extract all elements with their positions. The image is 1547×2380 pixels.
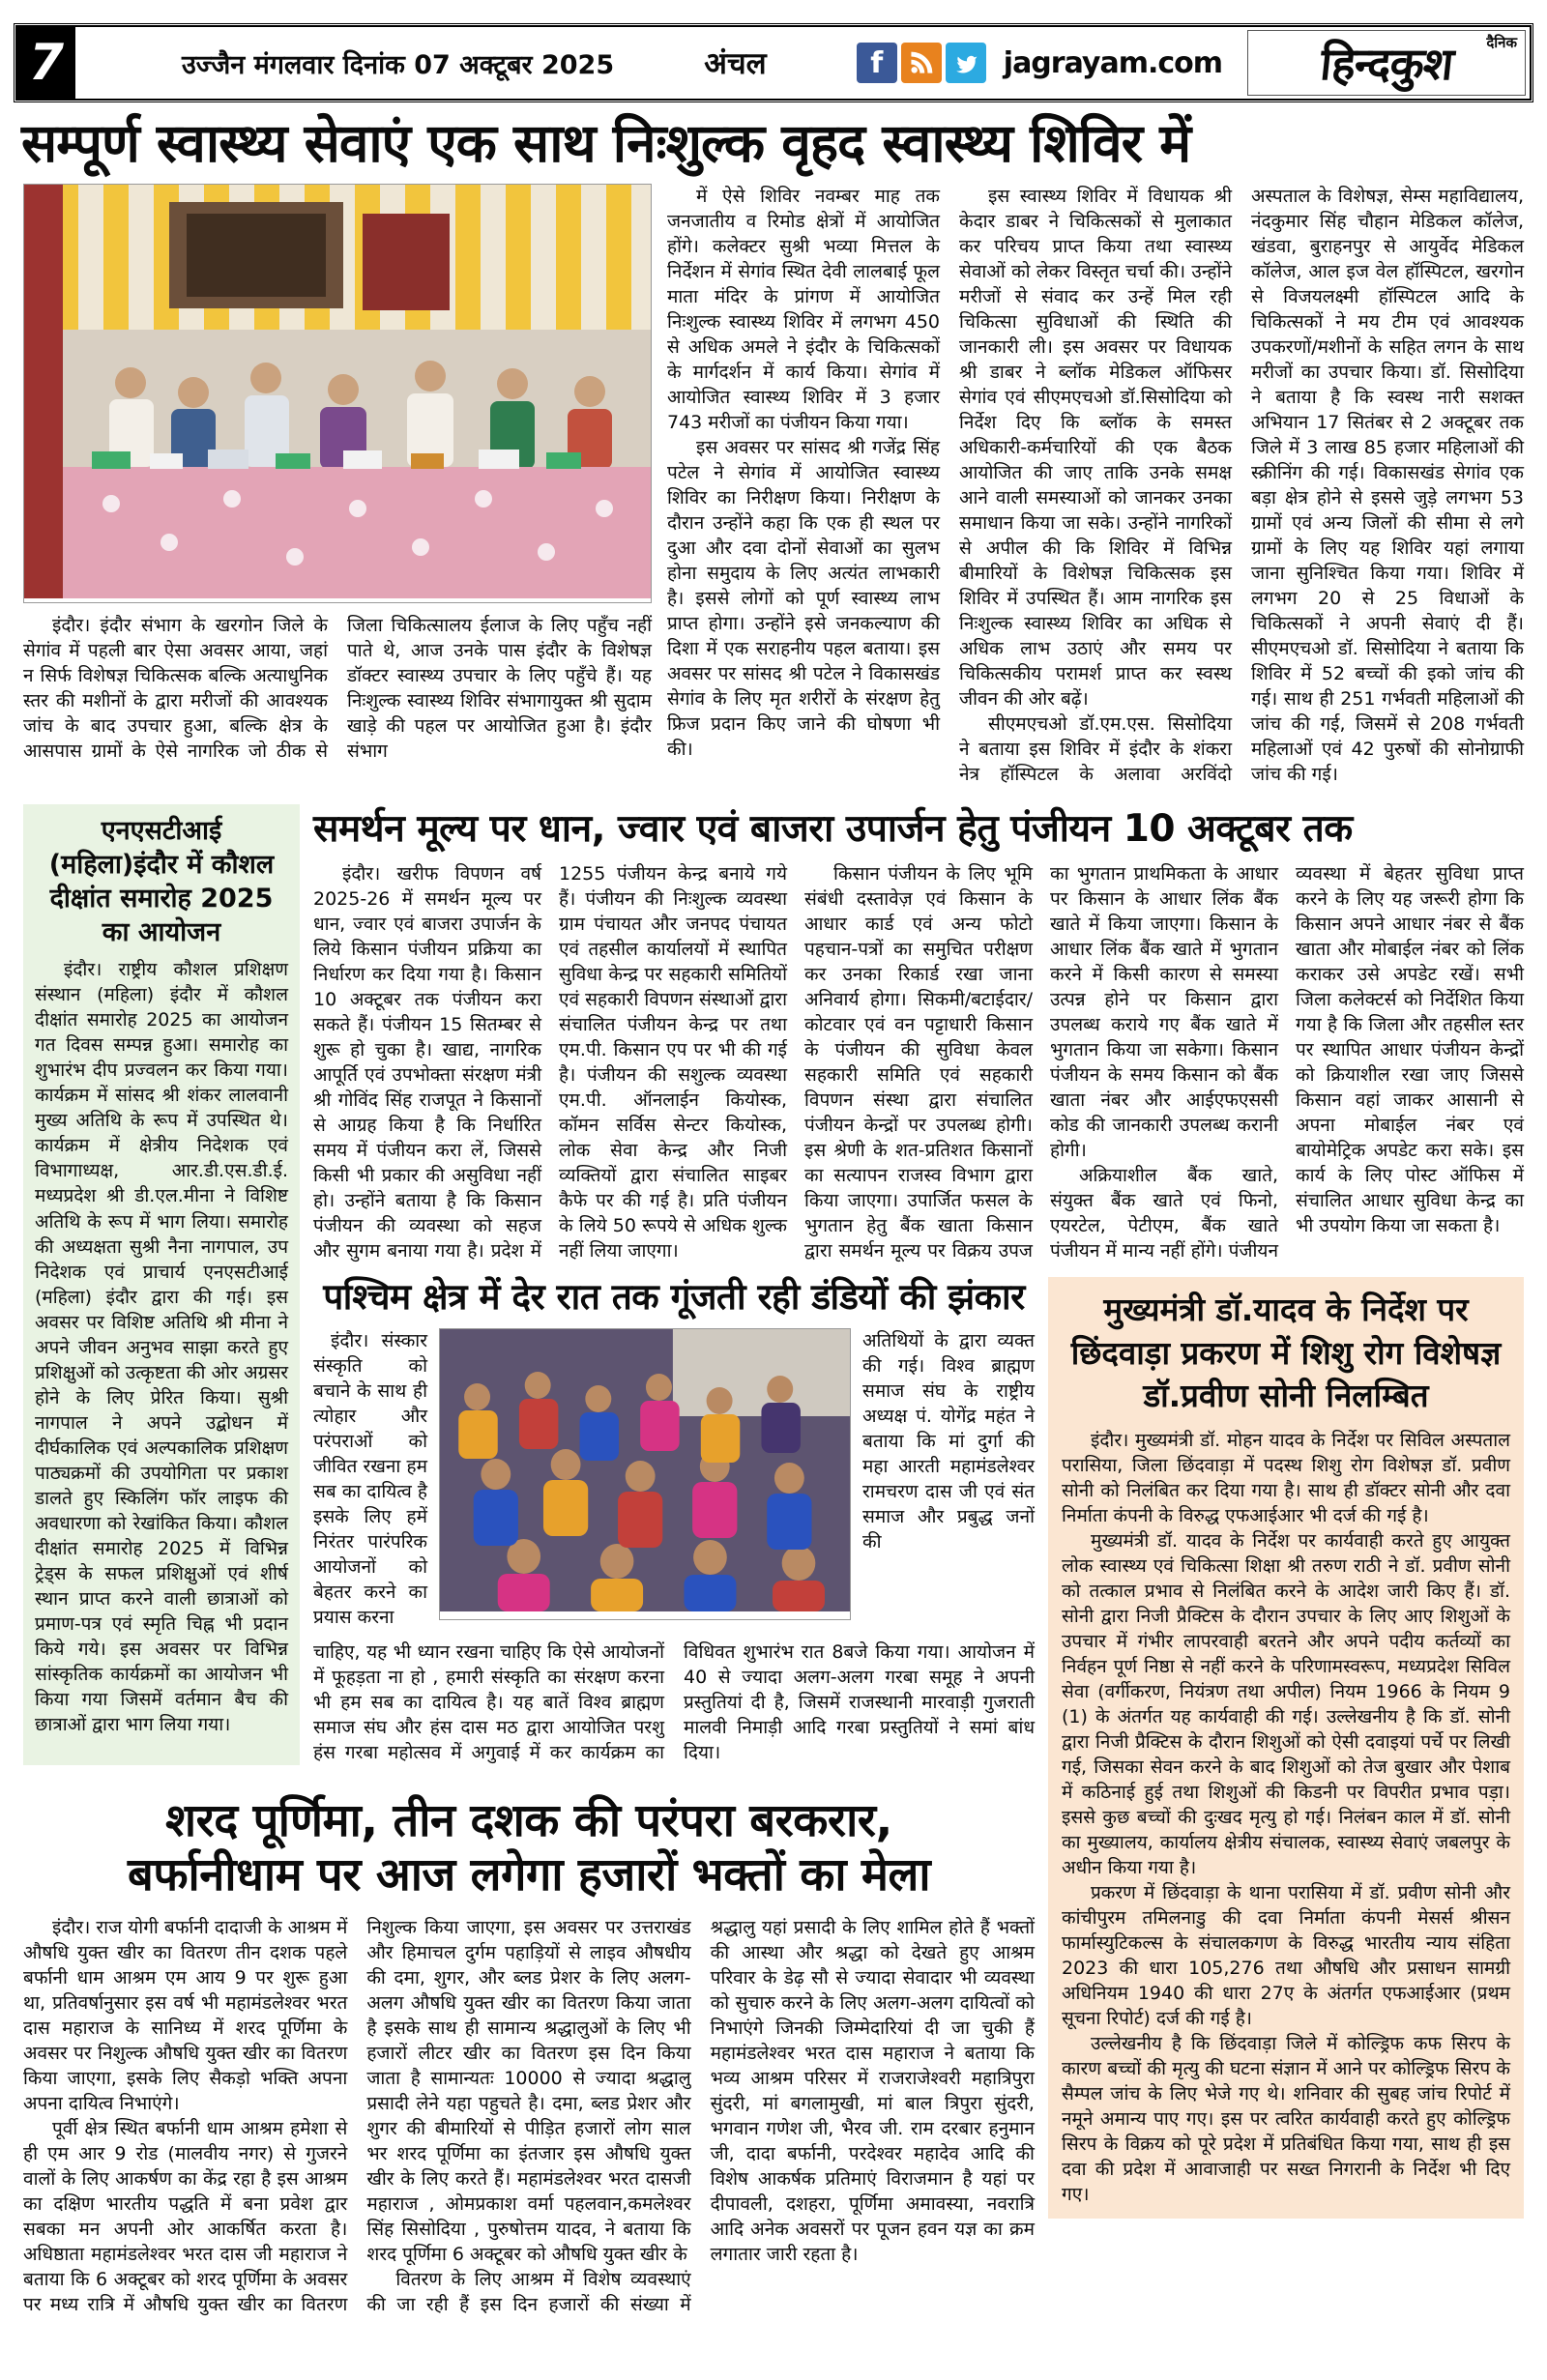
logo-daily-tag: दैनिक — [1486, 34, 1518, 51]
article-procurement — [313, 804, 1524, 1263]
garba-photo-illustration — [440, 1329, 850, 1611]
garba-bottom-text — [313, 1640, 1035, 1765]
section-name: अंचल — [704, 46, 767, 81]
cm-paragraph: उल्लेखनीय है कि छिंदवाड़ा जिले में कोल्ड्रिफ कफ सिरप के कारण बच्चों की मृत्यु की घटना संज्ञान में आने पर कोल्ड्रिफ सिरप के सैम्पल जांच के लिए भेजे गए थे। शनिवार की सुबह जांच रिपोर्ट में नमूने अमान्य पाए गए। इस पर त्वरित कार्यवाही करते हुए कोल्ड्रिफ सिरप के विक्रय को पूरे प्रदेश में प्रतिबंधित किया गया, साथ ही इस दवा की प्रदेश में आवाजाही पर सख्त निगरानी के निर्देश भी दिए गए। — [1062, 2033, 1510, 2206]
masthead-bar — [15, 25, 1532, 101]
lead-paragraph: इस स्वास्थ्य शिविर में विधायक श्री केदार डाबर ने चिकित्सकों से मुलाकात कर परिचय प्राप्त किया तथा स्वास्थ्य सेवाओं को लेकर विस्तृत चर्चा की। उन्होंने मरीजों से संवाद कर उन्हें मिल रही चिकित्सा सुविधाओं की स्थिति की जानकारी ली। इस अवसर पर विधायक श्री डाबर ने ब्लॉक मेडिकल ऑफिसर सेगांव एवं सीएमएचओ डॉ.सिसोदिया को निर्देश दिए कि ब्लॉक के समस्त अधिकारी-कर्मचारियों की एक बैठक आयोजित की जाए ताकि उनके समक्ष आने वाली समस्याओं को जानकर उनका समाधान किया जा सके। उन्होंने नागरिकों से अपील की कि शिविर में विभिन्न बीमारियों के विशेषज्ञ चिकित्सक इस शिविर में उपस्थित हैं। आम नागरिक इस निःशुल्क स्वास्थ्य शिविर का अधिक से अधिक लाभ उठाएं और समय पर चिकित्सकीय परामर्श प्राप्त कर स्वस्थ जीवन की ओर बढ़ें। — [959, 185, 1232, 710]
lead-underphoto-paragraph: इंदौर। इंदौर संभाग के खरगोन जिले के सेगांव में पहली बार ऐसा अवसर आया, जहां न सिर्फ विशेषज्ञ चिकित्सक बल्कि अत्याधुनिक स्तर की मशीनों के द्वारा मरीजों की आवश्यक जांच के बाद उपचार हुआ, बल्कि क्षेत्र के आसपास ग्रामों के ऐसे नागरिक जो ठीक से जिला चिकित्सालय ईलाज के लिए पहुँच नहीं पाते थे, आज उनके पास इंदौर के विशेषज्ञ डॉक्टर स्वास्थ्य उपचार के लिए पहुँचे हैं। यह निःशुल्क स्वास्थ्य शिविर संभागायुक्त श्री सुदाम खाड़े की पहल पर आयोजित हुआ है। इंदौर संभाग — [23, 614, 652, 762]
garba-right-column — [862, 1328, 1035, 1630]
rss-icon[interactable] — [901, 43, 942, 83]
garba-left-column — [313, 1328, 427, 1630]
logo-title: हिन्दकुश — [1317, 38, 1456, 90]
website-url[interactable]: jagrayam.com — [1003, 45, 1223, 80]
lead-story — [23, 184, 1524, 787]
dateline: उज्जैन मंगलवार दिनांक 07 अक्टूबर 2025 — [182, 49, 615, 80]
lead-paragraph: सीएमएचओ डॉ.एम.एस. सिसोदिया ने बताया इस शिविर में इंदौर के शंकरा नेत्र हॉस्पिटल के अलावा अरविंदो अस्पताल के विशेषज्ञ, सेम्स महाविद्यालय, नंदकुमार सिंह चौहान मेडिकल कॉलेज, खंडवा, बुराहनपुर से आयुर्वेद मेडिकल कॉलेज, आल इज वेल हॉस्पिटल, खरगोन से विजयलक्ष्मी हॉस्पिटल आदि के चिकित्सकों ने मय टीम एवं आवश्यक उपकरणों/मशीनों के सहित लगन के साथ मरीजों का उपचार किया। डॉ. सिसोदिया ने बताया है कि स्वस्थ नारी सशक्त अभियान 17 सितंबर से 2 अक्टूबर तक जिले में 3 लाख 85 हजार महिलाओं की स्क्रीनिंग की गई। विकासखंड सेगांव एक बड़ा क्षेत्र होने से इससे जुड़े लगभग 53 ग्रामों एवं अन्य जिलों की सीमा से लगे ग्रामों के लिए यह शिविर यहां लगाया जाना सुनिश्चित किया गया। शिविर में लगभग 20 से 25 विधाओं के चिकित्सकों ने अपनी सेवाएं दी हैं। सीएमएचओ डॉ. सिसोदिया ने बताया कि शिविर में 52 बच्चों की इको जांच की गई। साथ ही 251 गर्भवती महिलाओं की जांच की गई, जिसमें से 208 गर्भवती महिलाओं एवं 42 पुरुषों की सोनोग्राफी जांच की गई। — [959, 185, 1524, 785]
twitter-icon[interactable] — [946, 43, 986, 83]
sharad-headline — [23, 1794, 1035, 1903]
sharad-headline-line1: शरद पूर्णिमा, तीन दशक की परंपरा बरकरार, — [165, 1793, 892, 1847]
cm-paragraph: इंदौर। मुख्यमंत्री डॉ. मोहन यादव के निर्देश पर सिविल अस्पताल परासिया, जिला छिंदवाड़ा में पदस्थ शिशु रोग विशेषज्ञ डॉ. प्रवीण सोनी को निलंबित कर दिया गया है। साथ ही डॉक्टर सोनी और दवा निर्माता कंपनी के विरुद्ध एफआईआर भी दर्ज की गई है। — [1062, 1429, 1510, 1526]
procurement-headline: समर्थन मूल्य पर धान, ज्वार एवं बाजरा उपार्जन हेतु पंजीयन 10 अक्टूबर तक — [313, 806, 1353, 851]
nsti-paragraph: इंदौर। राष्ट्रीय कौशल प्रशिक्षण संस्थान (महिला) इंदौर में कौशल दीक्षांत समारोह 2025 का आयोजन गत दिवस सम्पन्न हुआ। समारोह का शुभारंभ दीप प्रज्वलन कर किया गया। कार्यक्रम में सांसद श्री शंकर लालवानी मुख्य अतिथि के रूप में उपस्थित थे। कार्यक्रम में क्षेत्रीय निदेशक एवं विभागाध्यक्ष, आर.डी.एस.डी.ई. मध्यप्रदेश श्री डी.एल.मीना ने विशिष्ट अतिथि के रूप में भाग लिया। समारोह की अध्यक्षता सुश्री नैना नागपाल, उप निदेशक एवं प्राचार्य एनएसटीआई (महिला) इंदौर द्वारा की गई। इस अवसर पर विशिष्ट अतिथि श्री मीना ने अपने जीवन अनुभव साझा करते हुए प्रशिक्षुओं को उत्कृष्टता की ओर अग्रसर होने के लिए प्रेरित किया। सुश्री नागपाल ने अपने उद्बोधन में दीर्घकालिक एवं अल्पकालिक प्रशिक्षण पाठ्यक्रमों की उपयोगिता पर प्रकाश डालते हुए स्किलिंग फॉर लाइफ की अवधारणा को रेखांकित किया। कौशल दीक्षांत समारोह 2025 में विभिन्न ट्रेड्स के सफल प्रशिक्षुओं एवं शीर्ष स्थान प्राप्त करने वाली छात्राओं को प्रमाण-पत्र एवं स्मृति चिह्न भी प्रदान किये गये। इस अवसर पर विभिन्न सांस्कृतिक कार्यक्रमों का आयोजन भी किया गया जिसमें वर्तमान बैच की छात्राओं द्वारा भाग लिया गया। — [35, 959, 288, 1735]
article-sharad-purnima — [23, 1779, 1035, 2317]
cm-paragraph: प्रकरण में छिंदवाड़ा के थाना परासिया में डॉ. प्रवीण सोनी और कांचीपुरम तमिलनाडु की दवा निर्माता कंपनी मेसर्स श्रीसन फार्मास्युटिकल्स के संचालकगण के विरुद्ध भारतीय न्याय संहिता 2023 की धारा 105,276 तथा औषधि और प्रसाधन सामग्री अधिनियम 1940 की धारा 27ए के अंतर्गत एफआईआर (प्रथम सूचना रिपोर्ट) दर्ज की गई है। — [1062, 1881, 1510, 2030]
nsti-headline: एनएसटीआई (महिला)इंदौर में कौशल दीक्षांत समारोह 2025 का आयोजन — [48, 815, 275, 948]
article-cm-suspension — [1048, 1277, 1524, 2219]
procurement-body — [313, 861, 1524, 1263]
page-number: 7 — [17, 27, 75, 99]
garba-paragraph: इंदौर। संस्कार संस्कृति को बचाने के साथ ही त्योहार और परंपराओं को जीवित रखना हम सब का दायित्व है इसके लिए हमें निरंतर पारंपरिक आयोजनों को बेहतर करने का प्रयास करना — [313, 1329, 427, 1628]
procurement-paragraph: अक्रियाशील बैंक खाते, संयुक्त बैंक खाते एवं फिनो, एयरटेल, पेटीएम, बैंक खाते पंजीयन में मान्य नहीं होंगे। पंजीयन व्यवस्था में बेहतर सुविधा प्राप्त करने के लिए यह जरूरी होगा कि किसान अपने आधार नंबर से बैंक खाता और मोबाईल नंबर को लिंक कराकर उसे अपडेट रखें। सभी जिला कलेक्टर्स को निर्देशित किया गया है कि जिला और तहसील स्तर पर स्थापित आधार पंजीयन केन्द्रों को क्रियाशील रखा जाए जिससे किसान वहां जाकर आसानी से अपना मोबाईल नंबर एवं बायोमेट्रिक अपडेट करा सके। इस कार्य के लिए पोस्ट ऑफिस में संचालित आधार सुविधा केन्द्र का भी उपयोग किया जा सकता है। — [1050, 862, 1524, 1263]
garba-photo — [439, 1328, 851, 1620]
procurement-paragraph: किसान पंजीयन के लिए भूमि संबंधी दस्तावेज़ एवं किसान के आधार कार्ड एवं अन्य फोटो पहचान-पत्रों का समुचित परीक्षण कर उनका रिकार्ड रखा जाना अनिवार्य होगा। सिकमी/बटाईदार/कोटवार एवं वन पट्टाधारी किसान के पंजीयन की सुविधा केवल सहकारी समिति एवं सहकारी विपणन संस्था द्वारा संचालित पंजीयन केन्द्रों पर उपलब्ध होगी। इस श्रेणी के शत-प्रतिशत किसानों का सत्यापन राजस्व विभाग द्वारा किया जाएगा। उपार्जित फसल के भुगतान हेतु बैंक खाता किसान द्वारा समर्थन मूल्य पर विक्रय उपज का भुगतान प्राथमिकता के आधार पर किसान के आधार लिंक बैंक खाते में किया जाएगा। किसान के आधार लिंक बैंक खाते में भुगतान करने में किसी कारण से समस्या उत्पन्न होने पर किसान द्वारा उपलब्ध कराये गए बैंक खाते में भुगतान किया जा सकेगा। किसान पंजीयन के समय किसान को बैंक खाता नंबर और आईएफएससी कोड की जानकारी उपलब्ध करानी होगी। — [804, 862, 1278, 1263]
lead-underphoto-text — [23, 613, 652, 764]
garba-photo-row — [313, 1328, 1035, 1630]
article-garba — [313, 1277, 1035, 1765]
cm-suspension-body — [1062, 1428, 1510, 2207]
newspaper-logo — [1247, 30, 1526, 96]
lower-page-grid — [23, 804, 1524, 2317]
lead-left-column — [23, 184, 652, 787]
sharad-paragraph: वितरण के लिए आश्रम में विशेष व्यवस्थाएं की जा रही हैं इस दिन हजारों की संख्या में श्रद्धालु यहां प्रसादी के लिए शामिल होते हैं भक्तों की आस्था और श्रद्धा को देखते हुए आश्रम परिवार के डेढ़ सौ से ज्यादा सेवादार भी व्यवस्था को सुचारु करने के लिए अलग-अलग दायित्वों को निभाएंगे जिनकी जिम्मेदारियां दी जा चुकी हैं महामंडलेश्वर भरत दास महाराज ने बताया कि भव्य आश्रम परिसर में राजराजेश्वरी महात्रिपुरा सुंदरी, मां बगलामुखी, मां बाल त्रिपुरा सुंदरी, भगवान गणेश जी, भैरव जी. राम दरबार हनुमान जी, दादा बर्फानी, परदेश्वर महादेव आदि की विशेष आकर्षक प्रतिमाएं विराजमान है यहां पर दीपावली, दशहरा, पूर्णिमा अमावस्या, नवरात्रि आदि अनेक अवसरों पर पूजन हवन यज्ञ का क्रम लगातार जारी रहता है। — [366, 1916, 1035, 2315]
garba-paragraph: अतिथियों के द्वारा व्यक्त की गई। विश्व ब्राह्मण समाज संघ के राष्ट्रीय अध्यक्ष पं. योगेंद्र महंत ने बताया कि मां दुर्गा की महा आरती महामंडलेश्वर रामचरण दास जी एवं संत समाज और प्रबुद्ध जनों की — [862, 1329, 1035, 1553]
sharad-body — [23, 1915, 1035, 2317]
facebook-icon[interactable]: f — [857, 43, 897, 83]
cm-paragraph: मुख्यमंत्री डॉ. यादव के निर्देश पर कार्यवाही करते हुए आयुक्त लोक स्वास्थ्य एवं चिकित्सा शिक्षा श्री तरुण राठी ने डॉ. प्रवीण सोनी को तत्काल प्रभाव से निलंबित करने के आदेश जारी किए हैं। डॉ. सोनी द्वारा निजी प्रैक्टिस के दौरान उपचार के लिए आए शिशुओं के उपचार में गंभीर लापरवाही बरतने और अपने पदीय कर्तव्यों का निर्वहन पूर्ण निष्ठा से नहीं करने के परिणामस्वरूप, मध्यप्रदेश सिविल सेवा (वर्गीकरण, नियंत्रण तथा अपील) नियम 1966 के नियम 9 (1) के अंतर्गत यह कार्यवाही की गई। उल्लेखनीय है कि डॉ. सोनी द्वारा निजी प्रैक्टिस के दौरान शिशुओं को ऐसी दवाइयां पर्चे पर लिखी गई, जिसका सेवन करने के बाद शिशुओं को तेज बुखार और पेशाब में कठिनाई हुई तथा शिशुओं की किडनी पर विपरीत प्रभाव पड़ा। इससे कुछ बच्चों की दुःखद मृत्यु हो गई। निलंबन काल में डॉ. सोनी का मुख्यालय, कार्यालय क्षेत्रीय संचालक, स्वास्थ्य सेवाएं जबलपुर के अधीन किया गया है। — [1062, 1529, 1510, 1878]
article-nsti-convocation — [23, 804, 300, 1765]
sharad-headline-line2: बर्फानीधाम पर आज लगेगा हजारों भक्तों का मेला — [127, 1848, 931, 1902]
lead-body-columns — [667, 184, 1524, 787]
sharad-paragraph: इंदौर। राज योगी बर्फानी दादाजी के आश्रम में औषधि युक्त खीर का वितरण तीन दशक पहले बर्फानी धाम आश्रम एम आय 9 पर शुरू हुआ था, प्रतिवर्षानुसार इस वर्ष भी महामंडलेश्वर भरत दास महाराज के सानिध्य में शरद पूर्णिमा के अवसर पर निशुल्क औषधि युक्त खीर का वितरण किया जाएगा, इसके लिए सैकड़ो भक्ति अपना अपना दायित्व निभाएंगे। — [23, 1916, 348, 2114]
cm-suspension-headline: मुख्यमंत्री डॉ.यादव के निर्देश पर छिंदवाड़ा प्रकरण में शिशु रोग विशेषज्ञ डॉ.प्रवीण सोनी निलम्बित — [1070, 1291, 1502, 1415]
social-links — [857, 43, 986, 83]
sharad-paragraph: पूर्वी क्षेत्र स्थित बर्फानी धाम आश्रम हमेशा से ही एम आर 9 रोड (मालवीय नगर) से गुजरने वालों के लिए आकर्षण का केंद्र रहा है इस आश्रम का दक्षिण भारतीय पद्धति में बना प्रवेश द्वार सबका मन अपनी ओर आकर्षित करता है। अधिष्ठाता महामंडलेश्वर भरत दास जी महाराज ने बताया कि 6 अक्टूबर को शरद पूर्णिमा के अवसर पर मध्य रात्रि में औषधि युक्त खीर का वितरण निशुल्क किया जाएगा, इस अवसर पर उत्तराखंड और हिमाचल दुर्गम पहाड़ियों से लाइव औषधीय की दमा, शुगर, और ब्लड प्रेशर के लिए अलग-अलग औषधि युक्त खीर का वितरण किया जाता है इसके साथ ही सामान्य श्रद्धालुओं के लिए भी हजारों लीटर खीर का वितरण इस दिन किया जाता है सामान्यतः 10000 से ज्यादा श्रद्धालु प्रसादी लेने यहा पहुचते है। दमा, ब्लड प्रेशर और शुगर की बीमारियों से पीड़ित हजारों लोग साल भर शरद पूर्णिमा का इंतजार इस औषधि युक्त खीर के लिए करते हैं। महामंडलेश्वर भरत दासजी महाराज , ओमप्रकाश वर्मा पहलवान,कमलेश्वर सिंह सिसोदिया , पुरुषोत्तम यादव, ने बताया कि शरद पूर्णिमा 6 अक्टूबर को औषधि युक्त खीर के — [23, 1916, 691, 2315]
lead-paragraph: में ऐसे शिविर नवम्बर माह तक जनजातीय व रिमोड क्षेत्रों में आयोजित होंगे। कलेक्टर सुश्री भव्या मित्तल के निर्देशन में सेगांव स्थित देवी लालबाई फूल माता मंदिर के प्रांगण में आयोजित निःशुल्क स्वास्थ्य शिविर में लगभग 450 से अधिक अमले ने इंदौर के चिकित्सकों के मार्गदर्शन में कार्य किया। सेगांव में आयोजित स्वास्थ्य शिविर में 3 हजार 743 मरीजों का पंजीयन किया गया। — [667, 185, 940, 433]
health-camp-photo — [23, 184, 652, 603]
garba-headline: पश्चिम क्षेत्र में देर रात तक गूंजती रही डंडियों की झंकार — [323, 1276, 1025, 1319]
lead-paragraph: इस अवसर पर सांसद श्री गजेंद्र सिंह पटेल ने सेगांव में आयोजित स्वास्थ्य शिविर का निरीक्षण किया। निरीक्षण के दौरान उन्होंने कहा कि एक ही स्थल पर दुआ और दवा दोनों सेवाओं का सुलभ होना समुदाय के लिए अत्यंत लाभकारी है। इससे लोगों को पूर्ण स्वास्थ्य लाभ प्राप्त होगा। उन्होंने इसे जनकल्याण की दिशा में एक सराहनीय पहल बताया। इस अवसर पर सांसद श्री पटेल ने विकासखंड सेगांव के लिए मृत शरीरों के संरक्षण हेतु फ्रिज प्रदान किए जाने की घोषणा भी की। — [667, 436, 940, 760]
lead-headline: सम्पूर्ण स्वास्थ्य सेवाएं एक साथ निःशुल्क वृहद स्वास्थ्य शिविर में — [21, 112, 1191, 174]
nsti-body — [35, 957, 288, 1736]
procurement-paragraph: इंदौर। खरीफ विपणन वर्ष 2025-26 में समर्थन मूल्य पर धान, ज्वार एवं बाजरा उपार्जन के लिये किसान पंजीयन प्रक्रिया का निर्धारण कर दिया गया है। किसान 10 अक्टूबर तक पंजीयन करा सकते हैं। पंजीयन 15 सितम्बर से शुरू हो चुका है। खाद्य, नागरिक आपूर्ति एवं उपभोक्ता संरक्षण मंत्री श्री गोविंद सिंह राजपूत ने किसानों से आग्रह किया है कि निर्धारित समय में पंजीयन करा लें, जिससे किसी भी प्रकार की असुविधा नहीं हो। उन्होंने बताया है कि किसान पंजीयन की व्यवस्था को सहज और सुगम बनाया गया है। प्रदेश में 1255 पंजीयन केन्द्र बनाये गये हैं। पंजीयन की निःशुल्क व्यवस्था ग्राम पंचायत और जनपद पंचायत एवं तहसील कार्यालयों में स्थापित सुविधा केन्द्र पर सहकारी समितियों एवं सहकारी विपणन संस्थाओं द्वारा संचालित पंजीयन केन्द्र पर तथा एम.पी. किसान एप पर भी की गई है। पंजीयन की सशुल्क व्यवस्था एम.पी. ऑनलाईन कियोस्क, कॉमन सर्विस सेन्टर कियोस्क, लोक सेवा केन्द्र और निजी व्यक्तियों द्वारा संचालित साइबर कैफे पर की गई है। प्रति पंजीयन के लिये 50 रूपये से अधिक शुल्क नहीं लिया जाएगा। — [313, 862, 787, 1263]
health-camp-photo-illustration — [24, 185, 651, 598]
garba-paragraph: चाहिए, यह भी ध्यान रखना चाहिए कि ऐसे आयोजनों में फूहड़ता ना हो , हमारी संस्कृति का संरक्षण करना भी हम सब का दायित्व है। यह बातें विश्व ब्राह्मण समाज संघ और हंस दास मठ द्वारा आयोजित परशु हंस गरबा महोत्सव में अगुवाई में कर कार्यक्रम का विधिवत शुभारंभ रात 8बजे किया गया। आयोजन में 40 से ज्यादा अलग-अलग गरबा समूह ने अपनी प्रस्तुतियां दी है, जिसमें राजस्थानी मारवाड़ी गुजराती मालवी निमाड़ी आदि गरबा प्रस्तुतियों ने समां बांध दिया। — [313, 1640, 1035, 1763]
